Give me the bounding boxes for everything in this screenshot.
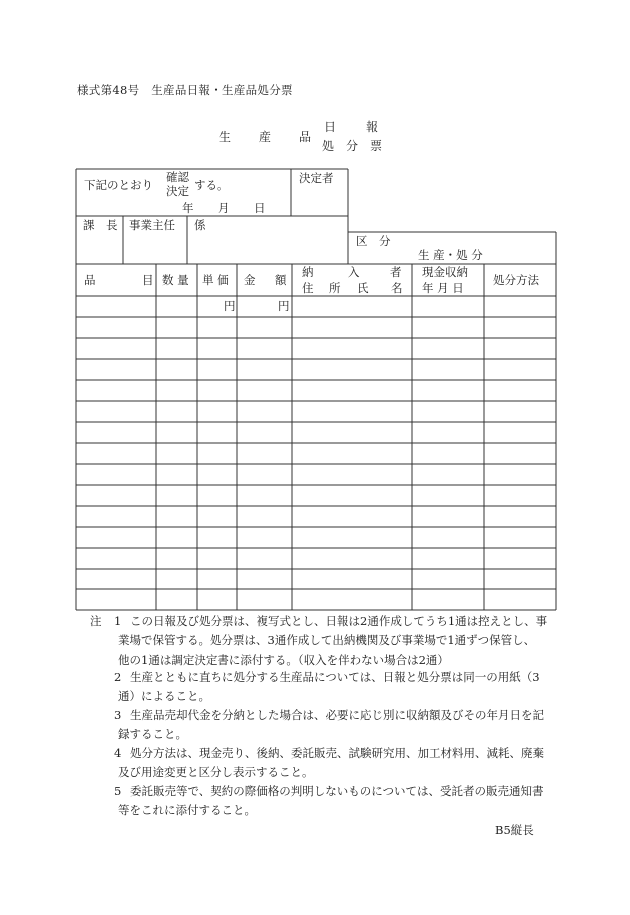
note-3-line-2: 録すること。 xyxy=(118,727,187,741)
col-amount-2: 額 xyxy=(275,273,287,287)
date-day: 日 xyxy=(254,201,266,215)
col-payer-1c: 者 xyxy=(390,265,402,279)
category-label: 区 分 xyxy=(356,234,391,248)
staff-label: 係 xyxy=(194,218,206,232)
col-payer-1a: 納 xyxy=(302,265,314,279)
title-nippo: 日報 xyxy=(324,120,409,134)
note-1-line-2: 業場で保管する。処分票は、3通作成して出納機関及び事業場で1通ずつ保管し、 xyxy=(118,633,536,647)
col-disposal: 処分方法 xyxy=(493,273,539,287)
confirm-suffix: する。 xyxy=(194,178,229,192)
confirm-prefix: 下記のとおり xyxy=(84,178,153,192)
note-2-line-2: 通）によること。 xyxy=(118,689,210,703)
business-lead-label: 事業主任 xyxy=(129,218,175,232)
note-3-num: 3 xyxy=(114,708,122,722)
category-value: 生 産・処 分 xyxy=(418,248,483,262)
col-unit-price: 単 価 xyxy=(202,273,229,287)
col-amount-1: 金 xyxy=(244,273,256,287)
note-2-num: 2 xyxy=(114,670,122,684)
paper-size: B5縦長 xyxy=(495,823,534,837)
col-payer-2b: 所 xyxy=(329,281,341,295)
note-4-line-2: 及び用途変更と区分し表示すること。 xyxy=(118,765,314,779)
note-4-num: 4 xyxy=(114,746,122,760)
notes-label: 注 xyxy=(90,614,102,628)
col-payer-2c: 氏 xyxy=(357,281,369,295)
confirm-option-kettei: 決定 xyxy=(166,184,189,198)
col-payer-2a: 住 xyxy=(302,281,314,295)
col-quantity: 数 量 xyxy=(162,273,189,287)
form-id: 様式第48号 生産品日報・生産品処分票 xyxy=(77,83,293,97)
yen-unit-1: 円 xyxy=(224,299,236,313)
note-1-num: 1 xyxy=(114,614,122,628)
date-year: 年 xyxy=(182,201,194,215)
col-item: 品 xyxy=(84,273,96,287)
col-payer-2d: 名 xyxy=(391,281,403,295)
col-cash-2: 年 月 日 xyxy=(422,281,464,295)
note-1-line-3: 他の1通は調定決定書に添付する。（収入を伴わない場合は2通） xyxy=(118,653,449,667)
section-chief-label: 課 長 xyxy=(83,218,118,232)
note-5-num: 5 xyxy=(114,784,122,798)
note-2-line-1: 生産とともに直ちに処分する生産品については、日報と処分票は同一の用紙（3 xyxy=(130,670,540,684)
title-main: 生産品 xyxy=(219,130,340,144)
col-item-2: 目 xyxy=(142,273,154,287)
title-shobunhyo: 処分票 xyxy=(322,139,395,153)
col-payer-1b: 入 xyxy=(348,265,360,279)
note-1-line-1: この日報及び処分票は、複写式とし、日報は2通作成してうち1通は控えとし、事 xyxy=(130,614,548,628)
note-3-line-1: 生産品売却代金を分納とした場合は、必要に応じ別に収納額及びその年月日を記 xyxy=(130,708,544,722)
note-4-line-1: 処分方法は、現金売り、後納、委託販売、試験研究用、加工材料用、減耗、廃棄 xyxy=(130,746,544,760)
note-5-line-2: 等をこれに添付すること。 xyxy=(118,803,256,817)
date-month: 月 xyxy=(218,201,230,215)
yen-unit-2: 円 xyxy=(278,299,290,313)
decider-label: 決定者 xyxy=(299,171,334,185)
note-5-line-1: 委託販売等で、契約の際価格の判明しないものについては、受託者の販売通知書 xyxy=(130,784,544,798)
confirm-option-kakunin: 確認 xyxy=(166,170,189,184)
col-cash-1: 現金収納 xyxy=(422,265,468,279)
